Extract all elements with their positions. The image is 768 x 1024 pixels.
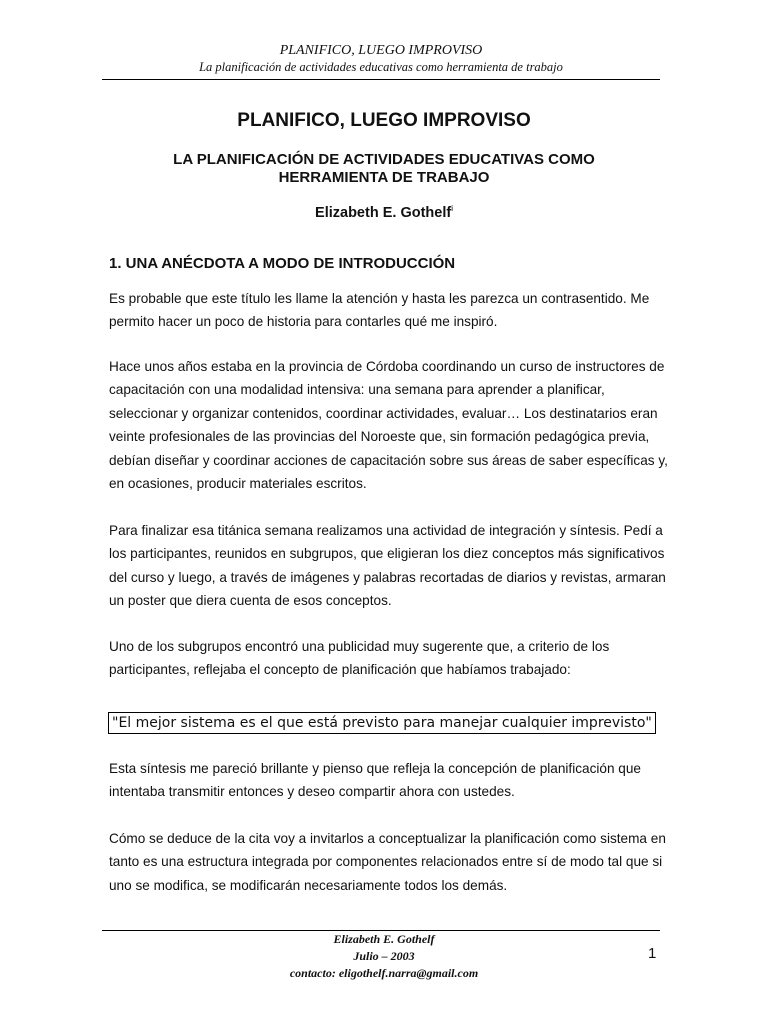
header-rule (102, 79, 660, 80)
paragraph: Hace unos años estaba en la provincia de Córdoba coordinando un curso de instructores de capacitación con una modalidad intensiva: una semana para aprender a planificar, seleccionar y organizar contenidos, coordinar actividades, evaluar… Los destinatarios eran veinte profesionales de las provincias del Noroeste que, sin formación pedagógica previa, debían diseñar y coordinar acciones de capacitación sobre sus áreas de saber específicas y, en ocasiones, producir materiales escritos. (109, 359, 668, 492)
document-author (102, 204, 666, 221)
page-number: 1 (648, 945, 657, 962)
footer-author: Elizabeth E. Gothelf (333, 932, 435, 946)
document-title: PLANIFICO, LUEGO IMPROVISO (237, 110, 531, 131)
running-header-title: PLANIFICO, LUEGO IMPROVISO (279, 43, 483, 58)
paragraph: Esta síntesis me pareció brillante y pienso que refleja la concepción de planificación que intentaba transmitir entonces y deseo compartir ahora con ustedes. (109, 761, 641, 800)
document-subtitle-line: HERRAMIENTA DE TRABAJO (278, 169, 490, 186)
running-header (102, 43, 660, 75)
author-footnote-marker[interactable]: i (451, 204, 453, 213)
section-heading: 1. UNA ANÉCDOTA A MODO DE INTRODUCCIÓN (109, 255, 456, 272)
paragraph: Para finalizar esa titánica semana realizamos una actividad de integración y síntesis. Pedí a los participantes, reunidos en subgrupos, que eligieran los diez conceptos más significativos del curso y luego, a través de imágenes y palabras recortadas de diarios y revistas, armaran un poster que diera cuenta de esos conceptos. (109, 523, 666, 609)
footer-date: Julio – 2003 (353, 949, 415, 963)
paragraph: Es probable que este título les llame la atención y hasta les parezca un contrasentido. Me permito hacer un poco de historia para contarles qué me inspiró. (109, 291, 650, 330)
footer-contact: contacto: eligothelf.narra@gmail.com (289, 966, 479, 980)
paragraph: Uno de los subgrupos encontró una publicidad muy sugerente que, a criterio de los participantes, reflejaba el concepto de planificación que habíamos trabajado: (109, 639, 610, 678)
paragraph: Cómo se deduce de la cita voy a invitarlos a conceptualizar la planificación como sistema en tanto es una estructura integrada por componentes relacionados entre sí de modo tal que si uno se modifica, se modificarán necesariamente todos los demás. (109, 831, 666, 893)
author-name: Elizabeth E. Gothelf (315, 204, 452, 221)
footer (102, 931, 666, 982)
quote-box: "El mejor sistema es el que está previsto para manejar cualquier imprevisto" (108, 712, 656, 734)
document-subtitle (140, 151, 628, 187)
document-subtitle-line: LA PLANIFICACIÓN DE ACTIVIDADES EDUCATIVAS COMO (173, 151, 595, 168)
running-header-subtitle: La planificación de actividades educativas como herramienta de trabajo (199, 60, 563, 74)
